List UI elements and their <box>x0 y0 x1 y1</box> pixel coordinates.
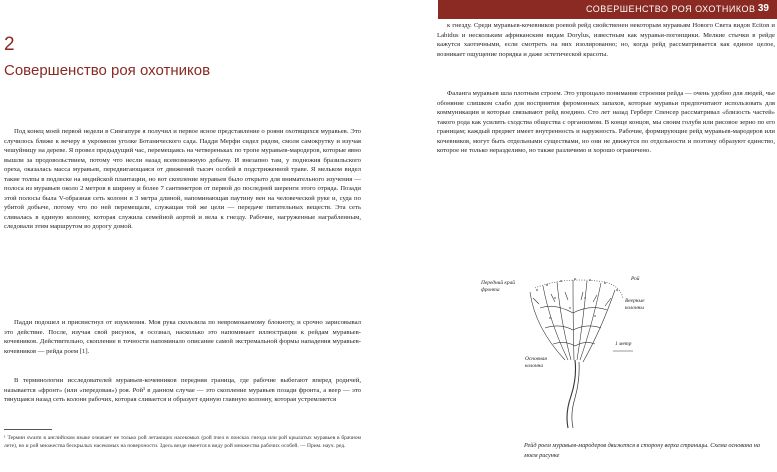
left-paragraph-1-block <box>4 127 361 232</box>
chapter-number: 2 <box>4 34 15 55</box>
right-paragraph-1: к гнезду. Среди муравьев-кочевников роевой рейд свойственен некоторым муравьям Нового Света видов Eciton и Labidus и нескольким африканским видам Dorylus, известным как муравьи-погонщики. Мелкие стычки в рейде кажутся хаотичными, если смотреть на них изолированно; но, когда рейд рассматривается как единое целое, возникает ощущение порядка и даже эстетической красоты. <box>437 22 775 58</box>
footnote-divider <box>4 429 52 430</box>
running-title: СОВЕРШЕНСТВО РОЯ ОХОТНИКОВ <box>586 4 756 14</box>
right-paragraph-2-block <box>437 89 775 156</box>
left-paragraph-3: В терминологии исследователей муравьев-кочевников передняя граница, где рабочие выбегают вперед родичей, называется «фронт» (или «передовая») роя. Рой¹ в данном случае — это скопление муравьев позади фронта, а веер — это тянущаяся назад сеть колонн рабочих, которая сливается и образует единую главную колонну, которая устремляется <box>4 377 361 404</box>
label-front: Передний край фронта <box>481 280 515 293</box>
page-number: 39 <box>757 3 769 14</box>
swarm-raid-figure <box>481 268 660 430</box>
figure-caption: Рейд роем муравьев-мародеров движется в сторону верха страницы. Схема основана на моем рисунке <box>524 442 760 459</box>
left-paragraph-2: Падди подошел и присвистнул от изумления. Моя рука скользила по невромокаемому блокноту, и срочно зарисовывал это действие. После, изучая свой рисунок, я осознал, насколько это напоминает иллюстрации к рейдам муравьев-кочевников. Действительно, скопление в точности напоминало описание самой экстремальной формы нападения муравьев-кочевников — рейда роем [1]. <box>4 319 361 355</box>
footnote: ¹ Термин swarm в английском языке означает не только рой летающих насекомых (рой пчел в поисках гнезда или рой крылатых муравьев в брачном лете), но и рой множества бескрылых насекомых на поверхности. Здесь везде имеется в виду рой множества рабочих особей. — Прим. науч. ред. <box>4 435 361 450</box>
right-paragraph-1-block <box>437 21 775 59</box>
left-paragraph-2-block <box>4 318 361 356</box>
left-paragraph-1: Под конец моей первой недели в Сингапуре я получил и первое ясное представление о рояни охотящихся муравьев. Это случилось ближе к вечеру в укромном уголке Ботанического сада. Падди Мерфи сидел рядом, смоля самокрутку и изучая чешуйницу на дереве. Я провел предыдущий час, перемещаясь на четвереньках по тропе муравьев-мародеров, которые явно вышли за продовольствием, потому что несли назад всевозможную добычу. И внезапно там, у подножия бразильского ореха, оказалась масса муравьев, передвигающаяся от движений тысяч особей в подстриженной траве. Я мельком видел такие толпы в подлеске на индийской плантации, но вот скопление муравьев было открыто для внимательного изучения — полоса из муравьев около 2 метров в ширину и более 7 сантиметров от первой до последней шеренги этого отряда. Позади этой полосы была V-образная сеть колонн в 3 метра длиной, напоминающая паутину вен на человеческой руке и, суда по убитой добыче, потому что по ней перемещали, служащая той же цели — передаче питательных веществ. Эта сеть сливалась в единую колонну, которая служила семейной аортой и вела к гнезду. Рабочие, нагруженные награбленным, следовали этим маршрутом во дорогу домой. <box>4 128 361 231</box>
label-swarm: Рой <box>631 276 640 282</box>
chapter-title: Совершенство роя охотников <box>4 62 211 79</box>
label-main-column: Основная колонна <box>525 356 547 369</box>
right-paragraph-2: Фаланга муравьев шла плотным строем. Это упрощало понимание строения рейда — очень удобно для людей, чье обоняние слишком слабо для восприятия феромонных запахов, которые муравьи предпочитают использовать для коммуникации и которые связывают рейд воедино. Сто лет назад Герберт Спенсер рассматривал «близость частей» такого рода как усилить сходства общества с организмом. В конце концов, мы своим голубя или рисовое зерно по его границам; каждый предмет имеет внутренность и наружность. Рабочие, формирующие рейд муравьев-мародеров или кочевников, могут быть отдельными существами, но они не движутся по отдельности и поэтому образуют единство, которое не только неразделимо, но также различимо и хорошо ограничено. <box>437 90 775 155</box>
running-header <box>438 0 777 19</box>
left-paragraph-3-block <box>4 376 361 405</box>
label-fan-columns: Веерные колонны <box>625 298 645 311</box>
label-scale: 1 метр <box>615 341 632 347</box>
